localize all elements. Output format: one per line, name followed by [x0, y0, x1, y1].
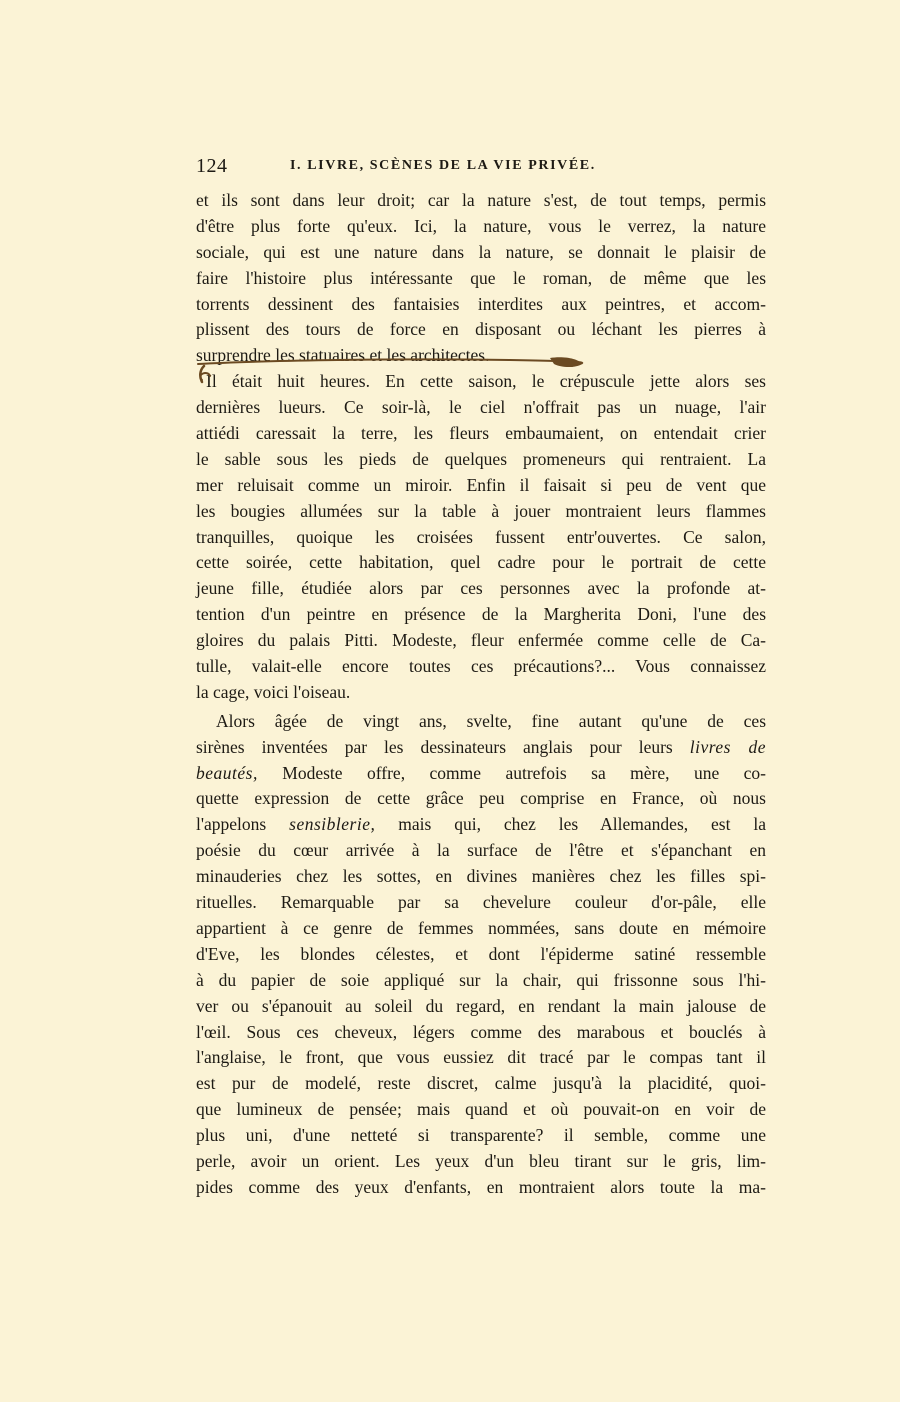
text-segment: Modeste offre, comme autrefois sa mère, une co- — [282, 762, 766, 783]
text-segment: sirènes inventées par les dessinateurs anglais pour leurs — [196, 736, 673, 757]
italic-title: livres de — [689, 736, 767, 757]
text-segment: l'appelons — [196, 814, 267, 835]
text-line: mer reluisait comme un miroir. Enfin il faisait si peu de vent que — [196, 474, 766, 495]
text-line: le sable sous les pieds de quelques promeneurs qui rentraient. La — [196, 448, 766, 469]
text-line — [196, 761, 766, 787]
paragraph-1 — [196, 188, 766, 369]
italic-title: beautés, — [196, 762, 258, 783]
text-line: plissent des tours de force en disposant ou léchant les pierres à — [196, 319, 766, 340]
text-line: que lumineux de pensée; mais quand et où pouvait-on en voir de — [196, 1099, 766, 1120]
text-line: plus uni, d'une netteté si transparente? il semble, comme une — [196, 1125, 766, 1146]
text-line: sociale, qui est une nature dans la nature, se donnait le plaisir de — [196, 241, 766, 262]
text-line: jeune fille, étudiée alors par ces personnes avec la profonde at- — [196, 578, 766, 599]
text-line: perle, avoir un orient. Les yeux d'un bleu tirant sur le gris, lim- — [196, 1150, 766, 1171]
text-line: poésie du cœur arrivée à la surface de l'être et s'épanchant en — [196, 840, 766, 861]
book-page — [196, 155, 766, 1201]
text-line: tulle, valait-elle encore toutes ces précautions?... Vous connaissez — [196, 656, 766, 677]
text-line — [196, 735, 766, 761]
text-line: gloires du palais Pitti. Modeste, fleur enfermée comme celle de Ca- — [196, 630, 766, 651]
page-header — [196, 155, 766, 185]
text-segment: mais qui, chez les Allemandes, est la — [398, 814, 766, 835]
text-line: torrents dessinent des fantaisies interdites aux peintres, et accom- — [196, 293, 766, 314]
text-line: tention d'un peintre en présence de la Margherita Doni, l'une des — [196, 604, 766, 625]
text-line: d'être plus forte qu'eux. Ici, la nature, vous le verrez, la nature — [196, 215, 766, 236]
text-line: la cage, voici l'oiseau. — [196, 681, 351, 702]
text-line: d'Eve, les blondes célestes, et dont l'épiderme satiné ressemble — [196, 943, 766, 964]
text-line: attiédi caressait la terre, les fleurs embaumaient, on entendait crier — [196, 423, 766, 444]
text-line: appartient à ce genre de femmes nommées, sans doute en mémoire — [196, 917, 766, 938]
text-line — [196, 812, 766, 838]
text-line: l'anglaise, le front, que vous eussiez dit tracé par le compas tant il — [196, 1047, 766, 1068]
text-line: l'œil. Sous ces cheveux, légers comme des marabous et bouclés à — [196, 1021, 766, 1042]
text-line: cette soirée, cette habitation, quel cadre pour le portrait de cette — [196, 552, 766, 573]
paragraph-3 — [196, 709, 766, 1201]
text-line: tranquilles, quoique les croisées fussent entr'ouvertes. Ce salon, — [196, 526, 766, 547]
running-title: I. LIVRE, SCÈNES DE LA VIE PRIVÉE. — [290, 158, 596, 173]
text-line: et ils sont dans leur droit; car la nature s'est, de tout temps, permis — [196, 190, 766, 210]
text-line: à du papier de soie appliqué sur la chair, qui frissonne sous l'hi- — [196, 969, 766, 990]
italic-word: sensiblerie, — [289, 814, 376, 835]
text-line: rituelles. Remarquable par sa chevelure couleur d'or-pâle, elle — [196, 892, 766, 913]
text-line: surprendre les statuaires et les architectes. — [196, 345, 490, 366]
text-line: les bougies allumées sur la table à jouer montraient leurs flammes — [196, 500, 766, 521]
text-line: faire l'histoire plus intéressante que le roman, de même que les — [196, 267, 766, 288]
text-line: pides comme des yeux d'enfants, en montraient alors toute la ma- — [196, 1176, 766, 1197]
text-line: Alors âgée de vingt ans, svelte, fine autant qu'une de ces — [216, 710, 766, 731]
paragraph-2 — [196, 369, 766, 706]
text-line: quette expression de cette grâce peu comprise en France, où nous — [196, 788, 766, 809]
text-line: dernières lueurs. Ce soir-là, le ciel n'offrait pas un nuage, l'air — [196, 397, 766, 418]
text-line: minauderies chez les sottes, en divines manières chez les filles spi- — [196, 866, 766, 887]
text-line: ver ou s'épanouit au soleil du regard, en rendant la main jalouse de — [196, 995, 766, 1016]
text-line: Il était huit heures. En cette saison, le crépuscule jette alors ses — [206, 371, 766, 392]
page-number: 124 — [196, 155, 228, 177]
text-line: est pur de modelé, reste discret, calme jusqu'à la placidité, quoi- — [196, 1073, 766, 1094]
body-text — [196, 188, 766, 1201]
